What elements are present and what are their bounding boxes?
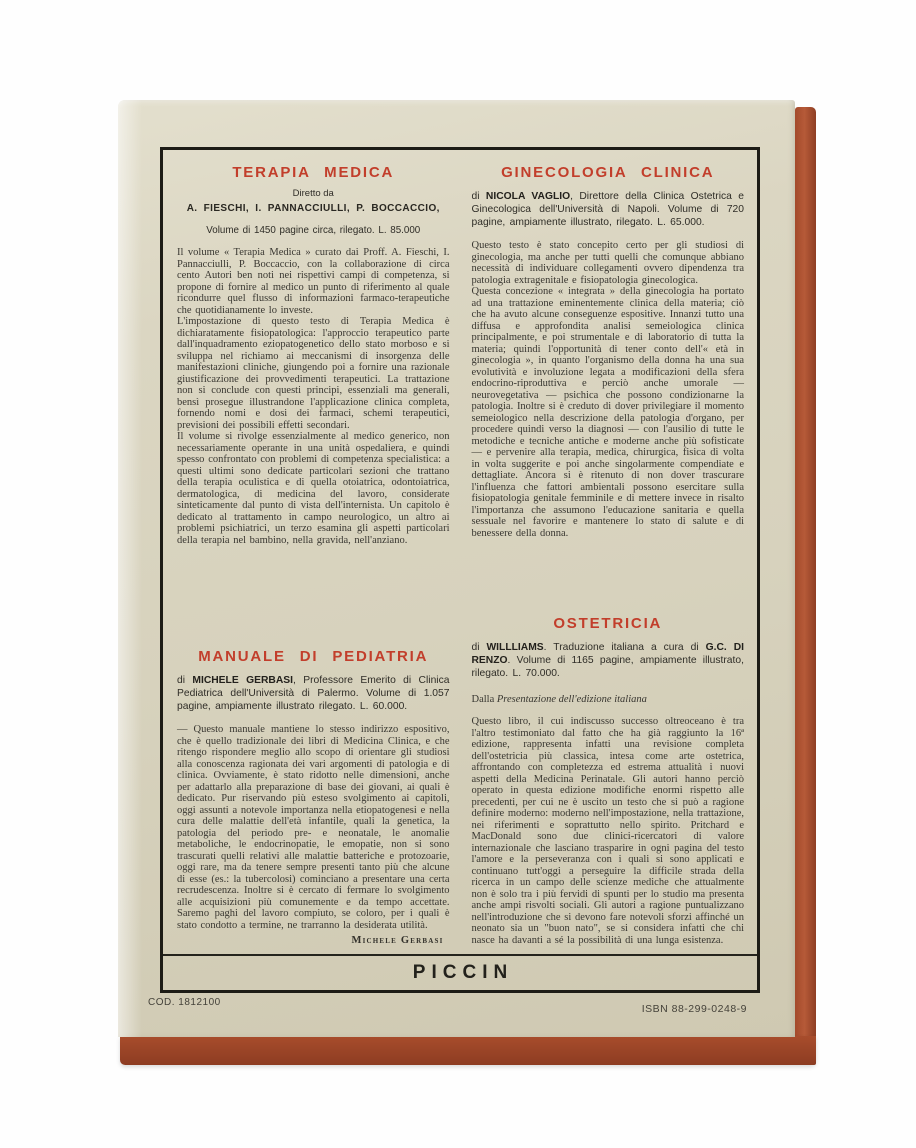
byline-rest: , Direttore della Clinica Ostetrica e Ginecologica dell'Università di Napoli. Volume di 720 pagine, ampiamente illustrato, rilegato. L. 65.000. [471,191,744,228]
byline-prefix: di [471,191,486,202]
section-ginecologia-clinica [472,164,745,539]
section-title: MANUALE DI PEDIATRIA [198,648,429,665]
section-title: TERAPIA MEDICA [232,164,395,181]
volume-info: Volume di 1450 pagine circa, rilegato. L. 85.000 [206,225,421,236]
isbn-code: ISBN 88-299-0248-9 [641,1003,747,1015]
book-back-cover [118,100,816,1065]
column-right [472,164,745,946]
spine-right-strip [795,107,816,1065]
frame-content [163,150,757,956]
section-body [472,716,745,946]
cover-surface [118,100,795,1037]
byline-prefix: di [471,642,487,653]
byline [472,641,745,680]
edition-note-prefix: Dalla [471,694,497,705]
byline-rest: . Volume di 1165 pagine, ampiamente illustrato, rilegato. L. 70.000. [471,655,744,679]
body-paragraph: L'impostazione di questo testo di Terapia Medica è dichiaratamente fisiopatologica: l'approccio terapeutico parte dall'inquadramento eziopatogenetico dello stato morboso e si sviluppa nel richiamo ai meccanismi di insorgenza delle manifestazioni cliniche, giungendo poi a fornire una razionale giustificazione dei provvedimenti terapeutici. La trattazione non si conclude con questi principi, essenziali ma generali, bensì prosegue illustrandone l'applicazione clinica completa, fornendo nomi e dosi dei farmaci, schemi terapeutici, previsioni dei possibili effetti secondari. [177,316,450,431]
column-left [177,164,450,946]
body-paragraph: — Questo manuale mantiene lo stesso indirizzo espositivo, che è quello tradizionale dei libri di Medicina Clinica, e che ritengo rispondere meglio allo scopo di orientare gli studiosi alla conoscenza ragionata dei vari argomenti di patologia e di clinica. Ovviamente, è stato ridotto nelle dimensioni, anche per adattarlo alla preparazione di base dei giovani, ai quali è dedicato. Pur riservando più esteso svolgimento ai capitoli, oggi assunti a notevole importanza nella etiopatogenesi e nella cura delle malattie dell'età infantile, quali la genetica, la patologia del periodo pre- e neonatale, le anomalie metaboliche, le endocrinopatie, le emopatie, non si sono trascurati quelli relativi alle malattie batteriche e protozoarie, oggi rare, ma da tenere sempre presenti tanto più che alcune di esse (es.: la tubercolosi) cominciano a presentare una certa recrudescenza. Inoltre si è cercato di fermare lo svolgimento alle acquisizioni più comunemente e da tempo accettate. Saremo paghi del lavoro compiuto, se coloro, per i quali è stato condotto a termine, ne trarranno la desiderata utilità. [177,724,450,931]
edition-note [472,694,745,705]
body-paragraph: Il volume si rivolge essenzialmente al medico generico, non necessariamente operante in una unità ospedaliera, e quindi spesso confrontato con problemi di competenza specialistica: a questi ultimi sono dedicate particolari sezioni che trattano della terapia oculistica e di quella otoiatrica, odontoiatrica, dermatologica, di medicina del lavoro, considerate sinteticamente dal punto di vista dell'internista. Un capitolo è dedicato al trattamento in campo neurologico, un altro ai problemi psichiatrici, un terzo esamina gli aspetti particolari della terapia nel bambino, nella gravida, nell'anziano. [177,431,450,546]
section-body [177,724,450,931]
body-paragraph: Questo libro, il cui indiscusso successo oltreoceano è tra l'altro testimoniato dal fatto che ha già raggiunto la 16ª edizione, rappresenta infatti una revisione completa dell'ostetricia più classica, intesa come arte ostetrica, affrontando con completezza ed estrema attualità i nuovi aspetti della Medicina Perinatale. Gli autori hanno perciò operato in questa edizione modifiche enormi rispetto alle precedenti, per cui ne è uscito un testo che si può a ragione definire moderno: moderno nell'impostazione, nella trattazione, nei riferimenti e soprattutto nello spirito. Pritchard e MacDonald sono due clinici-ricercatori di valore internazionale che lasciano trasparire in ogni pagina del testo l'amore e la perseveranza con i quali si sono applicati e continuano tutt'oggi a perseguire la difficile strada della ricerca in un campo delle scienze mediche che attualmente non è solo tra i più fervidi di spunti per lo studio ma presenta anche ampi risvolti sociali. Gli autori a ragione puntualizzano nell'introduzione che si devono fare notevoli sforzi affinché un neonato sia un "buon nato", se si considera infatti che chi nasce ha davanti a sé la possibilità di una lunga esistenza. [471,716,744,946]
product-code: COD. 1812100 [148,997,221,1008]
edition-note-title: Presentazione dell'edizione italiana [496,694,647,705]
author-name: NICOLA VAGLIO [485,191,571,202]
directed-by-label: Diretto da [292,188,334,199]
authors-line: A. FIESCHI, I. PANNACCIULLI, P. BOCCACCIO, [186,203,440,214]
body-paragraph: Questa concezione « integrata » della ginecologia ha portato ad una trattazione eminentemente clinica della materia; ciò che ha avuto alcune conseguenze espositive. Innanzi tutto una diffusa e approfondita analisi semeiologica clinica principalmente, e poi strumentale e di laboratorio di tutta la materia; quindi l'opportunità di tener conto dell'« età in ginecologia », in quanto l'organismo della donna ha una sua evolutività e involuzione legata a modificazioni della sfera endocrino-riproduttiva e perciò anche umorale — neurovegetativa — psichica che possono condizionarne la patologia. Inoltre si è creduto di dover privilegiare il momento semeiologico nella descrizione della patologia d'organo, per procedere quindi verso la diagnosi — con l'ausilio di tutte le metodiche e tecniche antiche e moderne anche più sofisticate — e pervenire alla terapia, medica, chirurgica, fisica di volta in volta suggerite e poi anche singolarmente compendiate e dettagliate. Ancora si è ritenuto di non dover trascurare l'influenza che fattori ambientali possono esercitare sulla fisiopatologia genitale femminile e di mettere invece in risalto l'importanza che assumono l'educazione sanitaria e quella sessuale nel favorire e mantenere lo stato di salute e di benessere della donna. [471,286,744,539]
byline [472,190,745,229]
section-title: OSTETRICIA [553,615,663,632]
byline [177,674,450,713]
byline-rest: , Professore Emerito di Clinica Pediatrica dell'Università di Palermo. Volume di 1.057 pagine, ampiamente illustrato rilegato. L. 60.000. [177,675,450,712]
section-title: GINECOLOGIA CLINICA [501,164,715,181]
section-body [177,247,450,546]
translator-name: G.C. DI RENZO [471,642,744,666]
author-name: MICHELE GERBASI [192,675,293,686]
info-frame [160,147,760,993]
section-body [472,240,745,539]
section-terapia-medica [177,164,450,546]
publisher-logo-text: PICCIN [412,962,514,983]
spine-bottom-strip [120,1036,816,1065]
section-manuale-di-pediatria [177,648,450,946]
body-paragraph: Questo testo è stato concepito certo per gli studiosi di ginecologia, ma anche per tutti quelli che comunque abbiano necessità di individuare collegamenti ovvero dipendenza tra patologia extragenitale e fisiopatologia ginecologica. [471,240,744,286]
publisher-band [163,954,757,990]
body-paragraph: Il volume « Terapia Medica » curato dai Proff. A. Fieschi, I. Pannacciulli, P. Boccaccio, con la collaborazione di circa cento Autori ben noti nei rispettivi campi di competenza, si propone di fornire al medico un punto di riferimento al quale ricondurre quel flusso di informazioni farmaco-terapeutiche che quotidianamente lo investe. [177,247,450,316]
author-name: WILLLIAMS [486,642,544,653]
byline-prefix: di [177,675,193,686]
byline-mid: . Traduzione italiana a cura di [543,642,706,653]
section-ostetricia [472,615,745,946]
author-signature: Michele Gerbasi [351,935,444,946]
